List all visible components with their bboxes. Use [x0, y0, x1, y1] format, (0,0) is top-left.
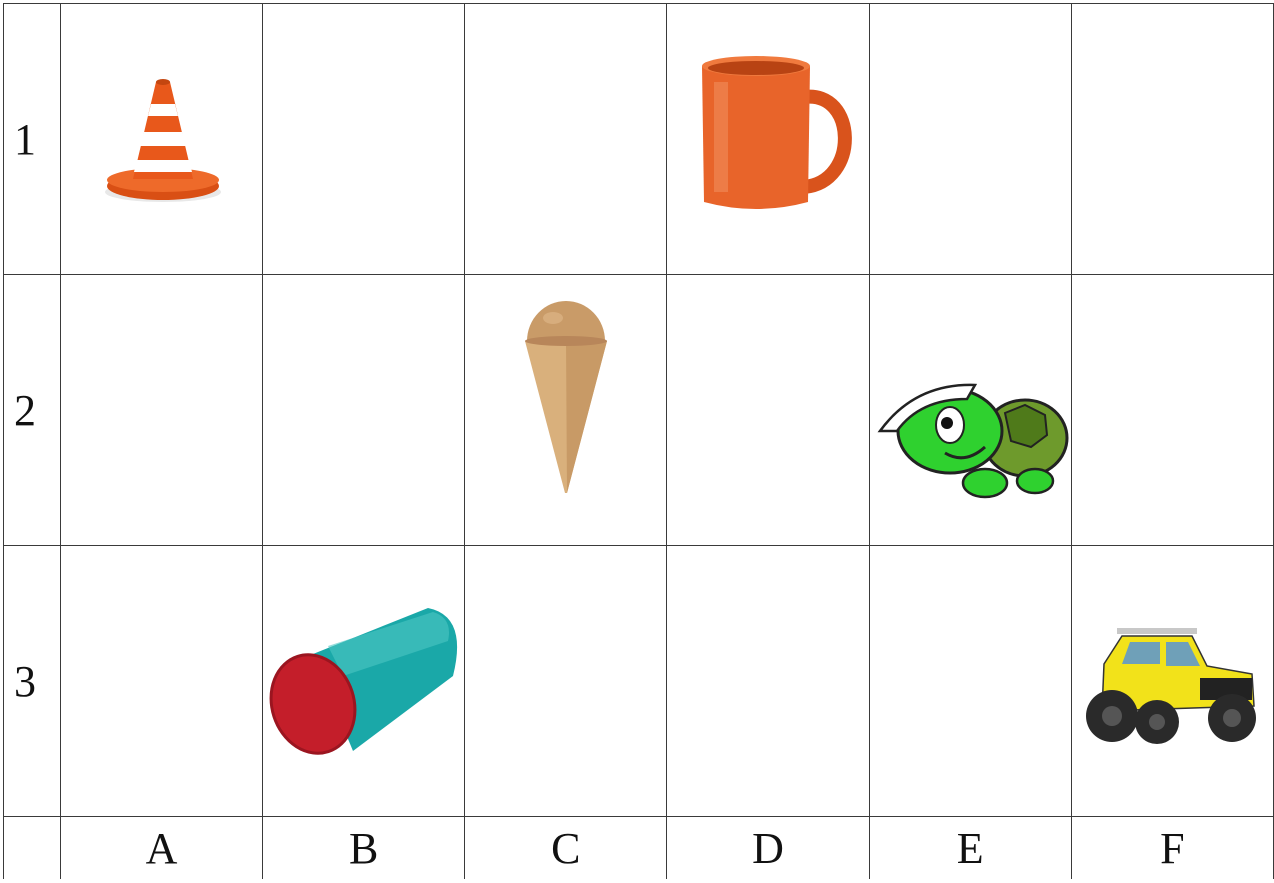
cell-E2 — [869, 275, 1071, 546]
row-label-3: 3 — [4, 546, 61, 817]
cell-B3 — [263, 546, 465, 817]
column-label-C: C — [465, 817, 667, 880]
cell-F1 — [1071, 4, 1273, 275]
column-label-D: D — [667, 817, 869, 880]
mug-icon — [692, 52, 857, 217]
column-label-F: F — [1071, 817, 1273, 880]
cell-C2 — [465, 275, 667, 546]
cell-C3 — [465, 546, 667, 817]
traffic-cone-icon — [101, 74, 226, 209]
cell-D1 — [667, 4, 869, 275]
turtle-icon — [875, 373, 1069, 503]
cell-A3 — [60, 546, 262, 817]
row-label-2: 2 — [4, 275, 61, 546]
cell-D2 — [667, 275, 869, 546]
cell-D3 — [667, 546, 869, 817]
cell-E1 — [869, 4, 1071, 275]
cell-B1 — [263, 4, 465, 275]
cell-F3 — [1071, 546, 1273, 817]
cell-E3 — [869, 546, 1071, 817]
ice-cream-cone-icon — [523, 293, 609, 498]
grid-row-1 — [4, 4, 1274, 275]
grid-row-2 — [4, 275, 1274, 546]
cell-A2 — [60, 275, 262, 546]
row-label-1: 1 — [4, 4, 61, 275]
column-label-B: B — [263, 817, 465, 880]
yellow-truck-icon — [1082, 626, 1267, 746]
column-label-A: A — [60, 817, 262, 880]
cell-F2 — [1071, 275, 1273, 546]
column-label-E: E — [869, 817, 1071, 880]
corner-cell — [4, 817, 61, 880]
cell-B2 — [263, 275, 465, 546]
grid-column-header-row — [4, 817, 1274, 880]
cell-C1 — [465, 4, 667, 275]
coordinate-grid — [3, 3, 1274, 879]
grid-row-3 — [4, 546, 1274, 817]
cylinder-icon — [268, 606, 463, 756]
cell-A1 — [60, 4, 262, 275]
